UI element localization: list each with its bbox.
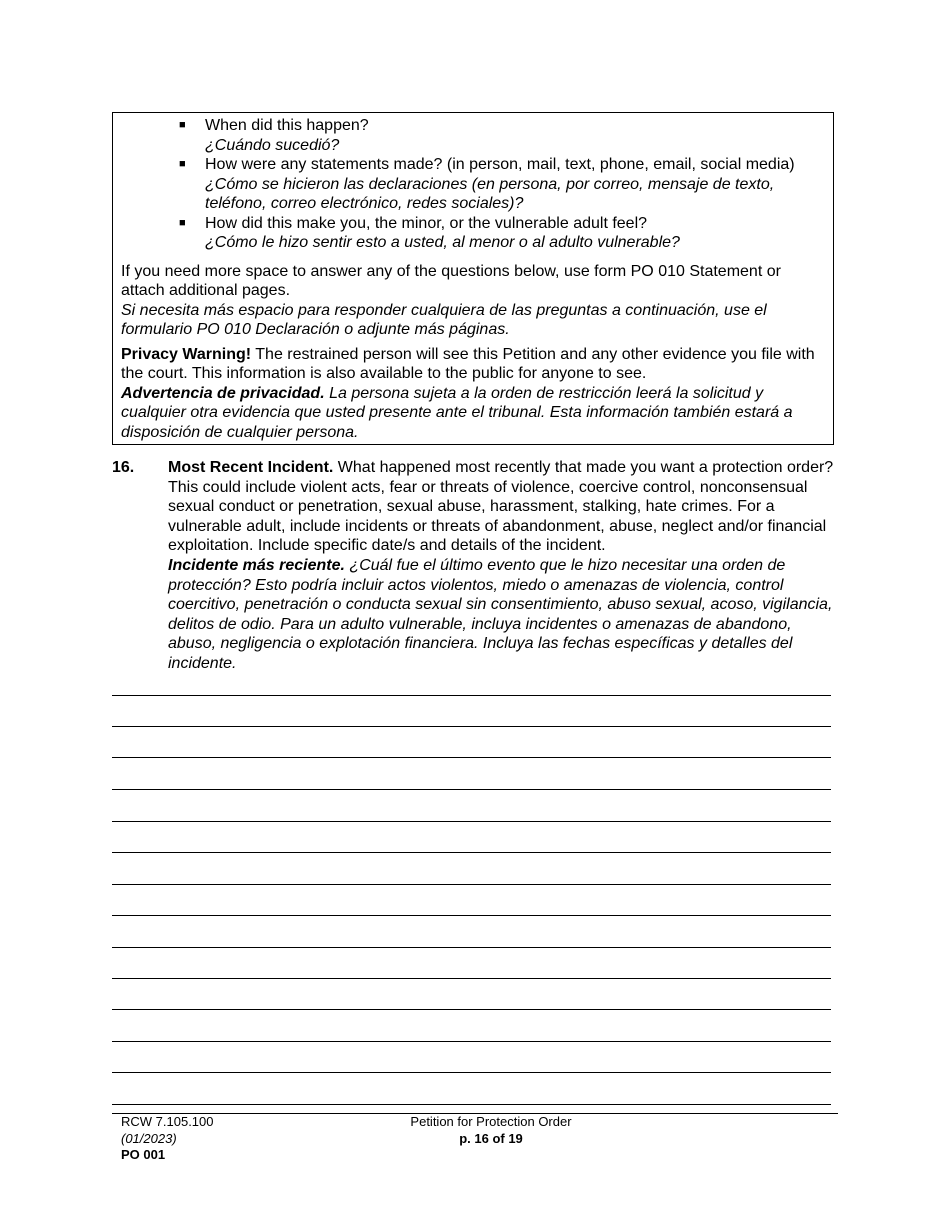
privacy-en — [121, 345, 825, 384]
footer-date: (01/2023) — [121, 1130, 177, 1146]
privacy-text-es: La persona sujeta a la orden de restricción leerá la solicitud y cualquier otra evidencia que usted presente ante el tribunal. Esta información también estará a disposición de cualquier persona. — [121, 384, 793, 441]
answer-line[interactable] — [112, 757, 831, 758]
question-16-en — [168, 458, 834, 556]
privacy-text-en: The restrained person will see this Petition and any other evidence you file with the court. This information is also available to the public for anyone to see. — [121, 345, 815, 382]
question-es: ¿Cómo se hicieron las declaraciones (en persona, por correo, mensaje de texto, teléfono, correo electrónico, redes sociales)? — [205, 175, 775, 212]
answer-line[interactable] — [112, 947, 831, 948]
question-number: 16. — [112, 459, 135, 476]
question-16-text-es: ¿Cuál fue el último evento que le hizo necesitar una orden de protección? Esto podría incluir actos violentos, miedo o amenazas de violencia, control coercitivo, penetración o conducta sexual sin consentimiento, abuso sexual, acoso, vigilancia, delitos de odio. Para un adulto vulnerable, incluya incidentes o amenazas de abandono, abuso, negligencia o explotación financiera. Incluya las fechas específicas y detalles del incidente. — [168, 556, 833, 672]
question-es: ¿Cuándo sucedió? — [205, 136, 340, 154]
question-list — [121, 116, 825, 253]
question-en: How did this make you, the minor, or the vulnerable adult feel? — [205, 214, 648, 232]
more-space-es: Si necesita más espacio para responder cualquiera de las preguntas a continuación, use el formulario PO 010 Declaración o adjunte más páginas. — [121, 301, 767, 338]
footer-form-number: PO 001 — [121, 1147, 166, 1162]
question-en: How were any statements made? (in person, mail, text, phone, email, social media) — [205, 156, 795, 173]
answer-line[interactable] — [112, 1009, 831, 1010]
footer-page-number: p. 16 of 19 — [459, 1130, 523, 1146]
square-bullet-icon: ■ — [179, 158, 186, 170]
answer-line[interactable] — [112, 915, 831, 916]
question-16 — [112, 458, 834, 674]
answer-line[interactable] — [112, 1041, 831, 1042]
question-en: When did this happen? — [205, 117, 369, 134]
answer-line[interactable] — [112, 1072, 831, 1073]
list-item — [121, 214, 825, 253]
footer-statute: RCW 7.105.100 — [121, 1114, 214, 1129]
answer-line[interactable] — [112, 884, 831, 885]
answer-line[interactable] — [112, 695, 831, 696]
answer-line[interactable] — [112, 821, 831, 822]
instructions-box — [112, 112, 834, 445]
list-item — [121, 155, 825, 214]
question-es: ¿Cómo le hizo sentir esto a usted, al menor o al adulto vulnerable? — [205, 234, 680, 251]
answer-line[interactable] — [112, 978, 831, 979]
question-16-title-es: Incidente más reciente. — [168, 556, 345, 574]
footer-center — [0, 1114, 950, 1147]
answer-line[interactable] — [112, 789, 831, 790]
more-space-en: If you need more space to answer any of the questions below, use form PO 010 Statement or attach additional pages. — [121, 262, 781, 299]
question-16-es — [168, 556, 834, 674]
answer-line[interactable] — [112, 1104, 831, 1105]
square-bullet-icon: ■ — [179, 119, 186, 131]
privacy-title-en: Privacy Warning! — [121, 345, 252, 363]
privacy-warning — [121, 345, 825, 443]
answer-line[interactable] — [112, 726, 831, 727]
privacy-es — [121, 384, 825, 443]
list-item — [121, 116, 825, 155]
question-16-title-en: Most Recent Incident. — [168, 459, 334, 476]
answer-line[interactable] — [112, 852, 831, 853]
square-bullet-icon: ■ — [179, 216, 186, 229]
question-16-text-en: What happened most recently that made you want a protection order? This could include violent acts, fear or threats of violence, coercive control, nonconsensual sexual conduct or penetration, sexual abuse, harassment, stalking, hate crimes. For a vulnerable adult, include incidents or threats of abandonment, abuse, neglect and/or financial exploitation. Include specific date/s and details of the incident. — [168, 459, 834, 555]
privacy-title-es: Advertencia de privacidad. — [121, 384, 325, 402]
footer-title: Petition for Protection Order — [410, 1114, 572, 1129]
more-space-note — [121, 262, 825, 340]
question-16-body — [168, 458, 834, 674]
